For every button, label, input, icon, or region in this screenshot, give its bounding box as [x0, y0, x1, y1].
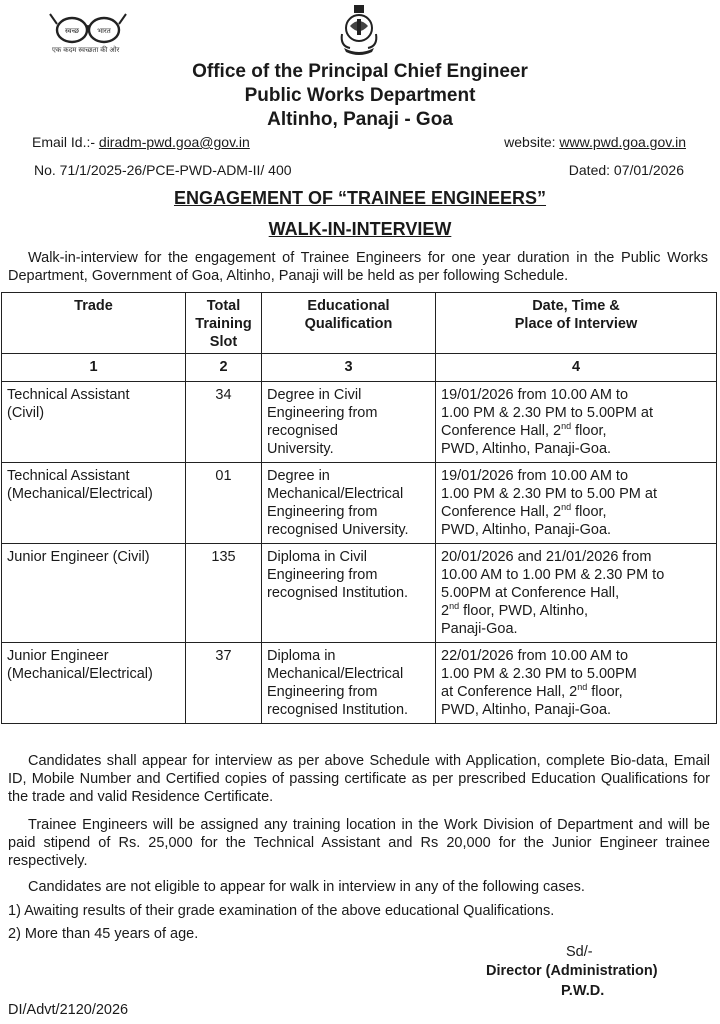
- date-place-cell: 19/01/2026 from 10.00 AM to 1.00 PM & 2.30 PM to 5.00 PM at Conference Hall, 2nd floor, PWD, Altinho, Panaji-Goa.: [436, 463, 717, 544]
- notice-subtitle: WALK-IN-INTERVIEW: [268, 219, 452, 239]
- table-row: [2, 544, 717, 643]
- notice-title: ENGAGEMENT OF “TRAINEE ENGINEERS”: [173, 188, 547, 208]
- column-number-row: [2, 354, 717, 382]
- intro-paragraph: Walk-in-interview for the engagement of Trainee Engineers for one year duration in the Public Works Department, Government of Goa, Altinho, Panaji will be held as per following Schedule.: [8, 250, 708, 284]
- swachh-right-lens-text: भारत: [97, 28, 111, 35]
- col-number: 4: [436, 354, 717, 382]
- qualification-cell: Diploma in Civil Engineering from recognised Institution.: [262, 544, 436, 643]
- header-qualification: Educational Qualification: [262, 293, 436, 354]
- swachh-bharat-logo: [48, 10, 128, 56]
- col-number: 2: [186, 354, 262, 382]
- swachh-left-lens-text: स्वच्छ: [64, 28, 80, 35]
- date-place-cell: 20/01/2026 and 21/01/2026 from 10.00 AM to 1.00 PM & 2.30 PM to 5.00PM at Conference Hall, 2nd floor, PWD, Altinho, Panaji-Goa.: [436, 544, 717, 643]
- issue-date: Dated: 07/01/2026: [568, 162, 684, 178]
- email-line: [32, 134, 250, 150]
- office-name: Office of the Principal Chief Engineer: [192, 61, 528, 82]
- trade-cell: Junior Engineer (Mechanical/Electrical): [2, 643, 186, 724]
- slot-cell: 37: [186, 643, 262, 724]
- trade-cell: Technical Assistant (Civil): [2, 382, 186, 463]
- qualification-cell: Diploma in Mechanical/Electrical Engineering from recognised Institution.: [262, 643, 436, 724]
- table-row: [2, 463, 717, 544]
- advertisement-number: DI/Advt/2120/2026: [8, 1002, 129, 1018]
- stipend-paragraph: Trainee Engineers will be assigned any training location in the Work Division of Department and will be paid stipend of Rs. 25,000 for the Technical Assistant and Rs 20,000 for the Junior Engineer trainee respectively.: [8, 817, 710, 869]
- email-label: Email Id.:-: [32, 134, 99, 150]
- slot-cell: 34: [186, 382, 262, 463]
- col-number: 1: [2, 354, 186, 382]
- date-place-cell: 19/01/2026 from 10.00 AM to 1.00 PM & 2.30 PM to 5.00PM at Conference Hall, 2nd floor, PWD, Altinho, Panaji-Goa.: [436, 382, 717, 463]
- glasses-icon: [48, 10, 128, 48]
- slot-cell: 135: [186, 544, 262, 643]
- ineligible-item: 2) More than 45 years of age.: [8, 926, 199, 942]
- table-row: [2, 643, 717, 724]
- header-date-place: Date, Time & Place of Interview: [436, 293, 717, 354]
- table-row: [2, 382, 717, 463]
- signatory-department: P.W.D.: [561, 983, 605, 999]
- department-name: Public Works Department: [244, 85, 476, 106]
- eligibility-paragraph: Candidates are not eligible to appear for walk in interview in any of the following cases.: [28, 879, 585, 895]
- signatory-designation: Director (Administration): [486, 963, 658, 979]
- table-header-row: [2, 293, 717, 354]
- ineligible-item: 1) Awaiting results of their grade examination of the above educational Qualifications.: [8, 903, 555, 919]
- email-link[interactable]: diradm-pwd.goa@gov.in: [98, 134, 250, 150]
- header-training-slot: Total Training Slot: [186, 293, 262, 354]
- schedule-table: [1, 292, 717, 724]
- signature-sd: Sd/-: [566, 944, 593, 960]
- website-label: website:: [504, 134, 560, 150]
- qualification-cell: Degree in Civil Engineering from recognised University.: [262, 382, 436, 463]
- header-trade: Trade: [2, 293, 186, 354]
- swachh-tagline: एक कदम स्वच्छता की ओर: [52, 47, 120, 54]
- trade-cell: Technical Assistant (Mechanical/Electrical): [2, 463, 186, 544]
- reference-number: No. 71/1/2025-26/PCE-PWD-ADM-II/ 400: [34, 162, 292, 178]
- col-number: 3: [262, 354, 436, 382]
- trade-cell: Junior Engineer (Civil): [2, 544, 186, 643]
- goa-emblem-icon: [336, 4, 382, 56]
- slot-cell: 01: [186, 463, 262, 544]
- qualification-cell: Degree in Mechanical/Electrical Engineering from recognised University.: [262, 463, 436, 544]
- date-place-cell: 22/01/2026 from 10.00 AM to 1.00 PM & 2.30 PM to 5.00PM at Conference Hall, 2nd floor, PWD, Altinho, Panaji-Goa.: [436, 643, 717, 724]
- website-line: [504, 134, 686, 150]
- office-address: Altinho, Panaji - Goa: [267, 109, 453, 130]
- website-link[interactable]: www.pwd.goa.gov.in: [559, 134, 686, 150]
- requirements-paragraph: Candidates shall appear for interview as per above Schedule with Application, complete Bio-data, Email ID, Mobile Number and Certified copies of passing certificate as per prescribed Education Qualifications for the trade and valid Residence Certificate.: [8, 753, 710, 805]
